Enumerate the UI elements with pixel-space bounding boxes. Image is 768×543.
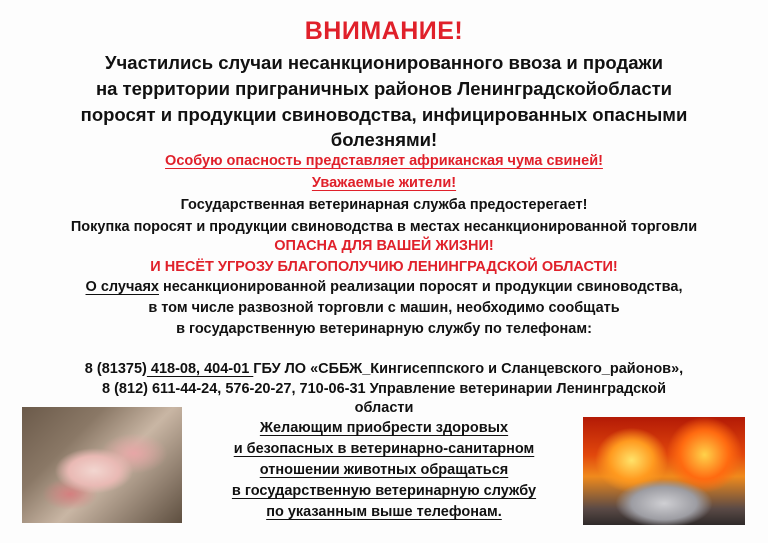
closing-line-5: по указанным выше телефонам. bbox=[266, 504, 502, 520]
greeting-line: Уважаемые жители! bbox=[311, 175, 457, 191]
life-danger-line: ОПАСНА ДЛЯ ВАШЕЙ ЖИЗНИ! bbox=[274, 238, 494, 254]
closing-line-4: в государственную ветеринарную службу bbox=[231, 483, 537, 499]
closing-line-3: отношении животных обращаться bbox=[259, 462, 509, 478]
phone-org: ГБУ ЛО «СББЖ_Кингисеппского и Сланцевского_районов», bbox=[253, 361, 684, 377]
closing-line-1: Желающим приобрести здоровых bbox=[259, 420, 509, 436]
phone-line-3: области bbox=[354, 400, 414, 416]
intro-line-3: поросят и продукции свиноводства, инфицированных опасными bbox=[80, 104, 688, 125]
report-line-1 bbox=[0, 279, 768, 295]
phone-code: 8 (81375) bbox=[84, 361, 147, 377]
phone-numbers: 418-08, 404-01 bbox=[146, 361, 254, 377]
intro-line-4: болезнями! bbox=[330, 129, 438, 150]
asf-danger-line: Особую опасность представляет африканская чума свиней! bbox=[165, 153, 603, 169]
purchase-line: Покупка поросят и продукции свиноводства в местах несанкционированной торговли bbox=[70, 219, 698, 235]
notice-title: ВНИМАНИЕ! bbox=[304, 17, 464, 45]
closing-line-2: и безопасных в ветеринарно-санитарном bbox=[233, 441, 535, 457]
service-warning-line: Государственная ветеринарная служба предостерегает! bbox=[180, 197, 588, 213]
report-rest: несанкционированной реализации поросят и продукции свиноводства, bbox=[158, 279, 683, 295]
region-threat-line: И НЕСЁТ УГРОЗУ БЛАГОПОЛУЧИЮ ЛЕНИНГРАДСКОЙ ОБЛАСТИ! bbox=[150, 259, 618, 275]
report-lead: О случаях bbox=[85, 279, 159, 295]
report-line-2: в том числе развозной торговли с машин, необходимо сообщать bbox=[148, 300, 620, 316]
phone-line-2: 8 (812) 611-44-24, 576-20-27, 710-06-31 Управление ветеринарии Ленинградской bbox=[102, 381, 666, 397]
intro-line-2: на территории приграничных районов Ленинградскойобласти bbox=[95, 78, 673, 99]
intro-line-1: Участились случаи несанкционированного ввоза и продажи bbox=[105, 52, 663, 73]
phone-line-1 bbox=[0, 361, 768, 377]
report-line-3: в государственную ветеринарную службу по телефонам: bbox=[176, 321, 592, 337]
